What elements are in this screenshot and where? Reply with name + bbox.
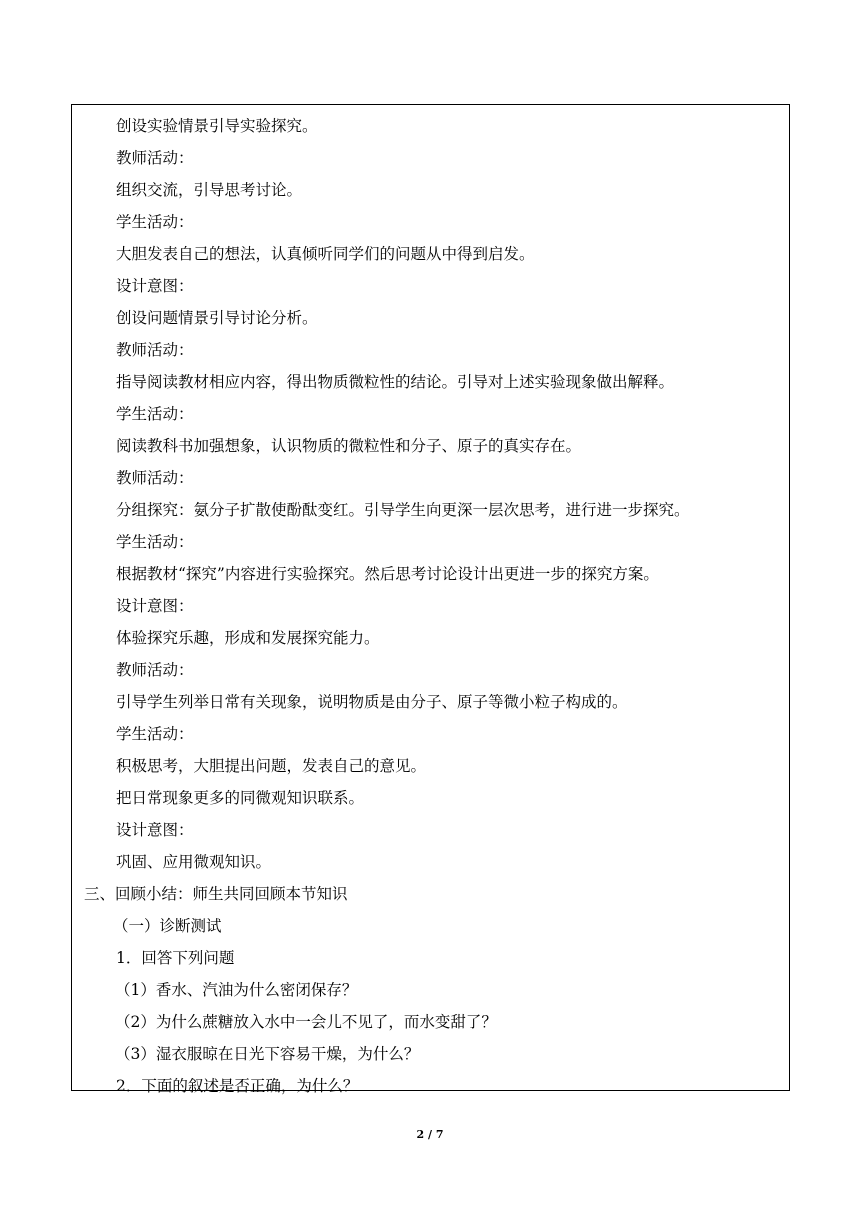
text-line: 体验探究乐趣，形成和发展探究能力。 bbox=[116, 629, 380, 647]
text-line: 大胆发表自己的想法，认真倾听同学们的问题从中得到启发。 bbox=[116, 245, 535, 263]
text-line: 学生活动： bbox=[116, 213, 194, 231]
text-line: 设计意图： bbox=[116, 821, 194, 839]
text-line: （1）香水、汽油为什么密闭保存？ bbox=[115, 981, 358, 999]
text-line: 阅读教科书加强想象，认识物质的微粒性和分子、原子的真实存在。 bbox=[116, 437, 582, 455]
text-line: 三、回顾小结：师生共同回顾本节知识 bbox=[84, 885, 348, 903]
text-line: 把日常现象更多的同微观知识联系。 bbox=[116, 789, 365, 807]
text-line: 2．下面的叙述是否正确，为什么？ bbox=[116, 1077, 359, 1095]
text-line: 教师活动： bbox=[116, 661, 194, 679]
text-line: 创设问题情景引导讨论分析。 bbox=[116, 309, 318, 327]
text-line: 学生活动： bbox=[116, 405, 194, 423]
text-line: 指导阅读教材相应内容，得出物质微粒性的结论。引导对上述实验现象做出解释。 bbox=[116, 373, 675, 391]
text-line: 教师活动： bbox=[116, 469, 194, 487]
text-line: 积极思考，大胆提出问题，发表自己的意见。 bbox=[116, 757, 427, 775]
document-body bbox=[71, 110, 790, 1102]
text-line: 学生活动： bbox=[116, 725, 194, 743]
text-line: （2）为什么蔗糖放入水中一会儿不见了，而水变甜了？ bbox=[115, 1013, 497, 1031]
page-number: 2 / 7 bbox=[416, 1128, 444, 1141]
text-line: 根据教材“探究”内容进行实验探究。然后思考讨论设计出更进一步的探究方案。 bbox=[116, 565, 659, 583]
text-line: 巩固、应用微观知识。 bbox=[116, 853, 272, 871]
text-line: 教师活动： bbox=[116, 341, 194, 359]
text-line: 创设实验情景引导实验探究。 bbox=[116, 117, 318, 135]
text-line: （3）湿衣服晾在日光下容易干燥，为什么？ bbox=[115, 1045, 420, 1063]
text-line: 引导学生列举日常有关现象，说明物质是由分子、原子等微小粒子构成的。 bbox=[116, 693, 628, 711]
text-line: 组织交流，引导思考讨论。 bbox=[116, 181, 303, 199]
text-line: 设计意图： bbox=[116, 277, 194, 295]
text-line: 教师活动： bbox=[116, 149, 194, 167]
text-line: 学生活动： bbox=[116, 533, 194, 551]
text-line: （一）诊断测试 bbox=[113, 917, 222, 935]
text-line: 分组探究：氨分子扩散使酚酞变红。引导学生向更深一层次思考，进行进一步探究。 bbox=[116, 501, 690, 519]
text-line: 设计意图： bbox=[116, 597, 194, 615]
text-line: 1．回答下列问题 bbox=[116, 949, 235, 967]
